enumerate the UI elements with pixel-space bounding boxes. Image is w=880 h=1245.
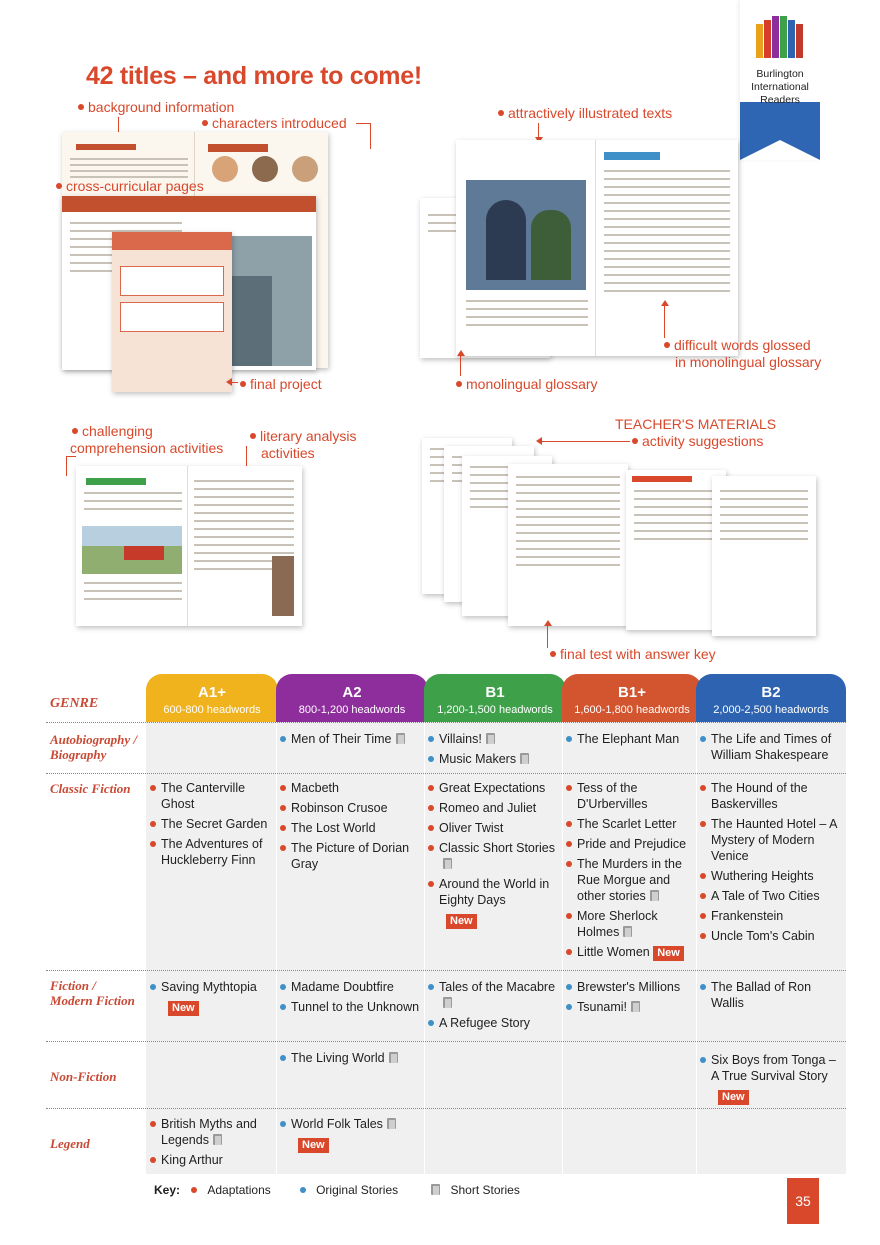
cell-classic-a1plus: [150, 780, 274, 872]
cell-modern-a1plus: [150, 979, 274, 1016]
title-item[interactable]: Villains!: [428, 731, 560, 747]
level-b2-header: B2 2,000-2,500 headwords: [696, 674, 846, 722]
short-stories-icon: [443, 997, 454, 1009]
title-item[interactable]: Tunnel to the Unknown: [280, 999, 420, 1015]
title-item[interactable]: World Folk Tales: [280, 1116, 420, 1132]
title-item[interactable]: Macbeth: [280, 780, 420, 796]
new-badge: New: [168, 1001, 199, 1016]
callout-glossed: difficult words glossed: [664, 337, 811, 354]
teacher-sheet-5: [626, 470, 726, 630]
new-badge: New: [653, 946, 684, 961]
original-bullet: [300, 1187, 306, 1193]
title-item[interactable]: Romeo and Juliet: [428, 800, 560, 816]
short-stories-icon: [520, 753, 531, 765]
cell-classic-b1plus: [566, 780, 694, 965]
cell-nonfic-a2: [280, 1050, 420, 1070]
genre-legend: Legend: [50, 1136, 90, 1151]
short-stories-icon: [389, 1052, 400, 1064]
title-item[interactable]: Tales of the Macabre: [428, 979, 560, 1011]
title-item[interactable]: The Haunted Hotel – A Mystery of Modern Venice: [700, 816, 840, 864]
teachers-materials-heading: TEACHER'S MATERIALS: [615, 416, 777, 432]
cell-auto-a2: [280, 731, 420, 751]
brand-name: Burlington International Readers: [751, 68, 809, 106]
title-item[interactable]: Great Expectations: [428, 780, 560, 796]
level-a1plus-header: A1+ 600-800 headwords: [146, 674, 278, 722]
short-stories-icon: [486, 733, 497, 745]
teacher-sheet-4: [508, 464, 628, 626]
short-stories-icon: [431, 1184, 442, 1196]
title-item[interactable]: Uncle Tom's Cabin: [700, 928, 840, 944]
title-item[interactable]: The Ballad of Ron Wallis: [700, 979, 840, 1011]
title-item[interactable]: The Murders in the Rue Morgue and other stories: [566, 856, 694, 904]
title-item[interactable]: The Living World: [280, 1050, 420, 1066]
title-item[interactable]: The Canterville Ghost: [150, 780, 274, 812]
cell-auto-b1plus: [566, 731, 694, 751]
title-item[interactable]: Pride and Prejudice: [566, 836, 694, 852]
callout-background: background information: [78, 99, 234, 116]
cell-classic-b2: [700, 780, 840, 948]
teacher-sheet-6: [712, 476, 816, 636]
callout-challenging: challenging: [72, 423, 153, 440]
title-item[interactable]: British Myths and Legends: [150, 1116, 274, 1148]
title-item[interactable]: King Arthur: [150, 1152, 274, 1168]
short-stories-icon: [650, 890, 661, 902]
title-item[interactable]: More Sherlock Holmes: [566, 908, 694, 940]
title-item[interactable]: Men of Their Time: [280, 731, 420, 747]
new-badge: New: [718, 1090, 749, 1105]
title-item[interactable]: The Scarlet Letter: [566, 816, 694, 832]
title-item[interactable]: The Hound of the Baskervilles: [700, 780, 840, 812]
genre-non-fiction: Non-Fiction: [50, 1069, 117, 1084]
short-stories-icon: [631, 1001, 642, 1013]
cell-auto-b1: [428, 731, 560, 771]
page-title: 42 titles – and more to come!: [86, 62, 422, 90]
callout-challenging-line2: comprehension activities: [70, 440, 224, 456]
title-item[interactable]: Brewster's Millions: [566, 979, 694, 995]
callout-monolingual: monolingual glossary: [456, 376, 598, 393]
title-item[interactable]: The Picture of Dorian Gray: [280, 840, 420, 872]
key-legend: Key: Adaptations Original Stories Short Stories: [154, 1182, 520, 1197]
title-item[interactable]: Robinson Crusoe: [280, 800, 420, 816]
title-item[interactable]: Six Boys from Tonga – A True Survival Story: [700, 1052, 840, 1084]
title-item[interactable]: Around the World in Eighty Days: [428, 876, 560, 908]
page-number: 35: [787, 1178, 819, 1224]
cell-nonfic-b2: [700, 1052, 840, 1105]
cell-legend-a1plus: [150, 1116, 274, 1172]
short-stories-icon: [443, 858, 454, 870]
short-stories-icon: [396, 733, 407, 745]
cell-modern-b2: [700, 979, 840, 1015]
title-item[interactable]: Saving Mythtopia: [150, 979, 274, 995]
genre-header: GENRE: [50, 696, 99, 711]
title-item[interactable]: Little Women New: [566, 944, 694, 961]
callout-characters: characters introduced: [202, 115, 347, 132]
short-stories-icon: [213, 1134, 224, 1146]
genre-classic-fiction: Classic Fiction: [50, 781, 131, 796]
title-item[interactable]: The Adventures of Huckleberry Finn: [150, 836, 274, 868]
title-item[interactable]: The Lost World: [280, 820, 420, 836]
title-item[interactable]: Music Makers: [428, 751, 560, 767]
callout-literary-line2: activities: [261, 445, 315, 461]
title-item[interactable]: A Refugee Story: [428, 1015, 560, 1031]
callout-activity-suggestions: activity suggestions: [632, 433, 763, 450]
adaptations-bullet: [191, 1187, 197, 1193]
title-item[interactable]: Tsunami!: [566, 999, 694, 1015]
title-item[interactable]: The Life and Times of William Shakespeare: [700, 731, 840, 763]
level-a2-header: A2 800-1,200 headwords: [276, 674, 428, 722]
short-stories-icon: [387, 1118, 398, 1130]
title-item[interactable]: The Elephant Man: [566, 731, 694, 747]
story-spread: [456, 140, 738, 356]
callout-glossed-line2: in monolingual glossary: [675, 354, 822, 370]
activities-spread: [76, 466, 302, 626]
title-item[interactable]: Frankenstein: [700, 908, 840, 924]
final-project-page: [112, 232, 232, 392]
cell-classic-b1: [428, 780, 560, 929]
level-b1-header: B1 1,200-1,500 headwords: [424, 674, 566, 722]
title-item[interactable]: Madame Doubtfire: [280, 979, 420, 995]
new-badge: New: [446, 914, 477, 929]
title-item[interactable]: Tess of the D'Urbervilles: [566, 780, 694, 812]
brand-books-logo: [754, 14, 806, 60]
callout-literary: literary analysis: [250, 428, 356, 445]
callout-final-project: final project: [240, 376, 322, 393]
callout-final-test: final test with answer key: [550, 646, 716, 663]
title-item[interactable]: The Secret Garden: [150, 816, 274, 832]
title-item[interactable]: Wuthering Heights: [700, 868, 840, 884]
callout-cross-curricular: cross-curricular pages: [56, 178, 204, 195]
genre-modern-fiction: Fiction / Modern Fiction: [50, 978, 135, 1008]
new-badge: New: [298, 1138, 329, 1153]
level-b1plus-header: B1+ 1,600-1,800 headwords: [562, 674, 702, 722]
cell-classic-a2: [280, 780, 420, 876]
title-item[interactable]: A Tale of Two Cities: [700, 888, 840, 904]
cell-modern-a2: [280, 979, 420, 1019]
cell-auto-b2: [700, 731, 840, 767]
genre-autobiography: Autobiography / Biography: [50, 732, 138, 762]
title-item[interactable]: Oliver Twist: [428, 820, 560, 836]
short-stories-icon: [623, 926, 634, 938]
cell-legend-a2: [280, 1116, 420, 1153]
cell-modern-b1: [428, 979, 560, 1035]
callout-illustrated: attractively illustrated texts: [498, 105, 672, 122]
title-item[interactable]: Classic Short Stories: [428, 840, 560, 872]
cell-modern-b1plus: [566, 979, 694, 1019]
